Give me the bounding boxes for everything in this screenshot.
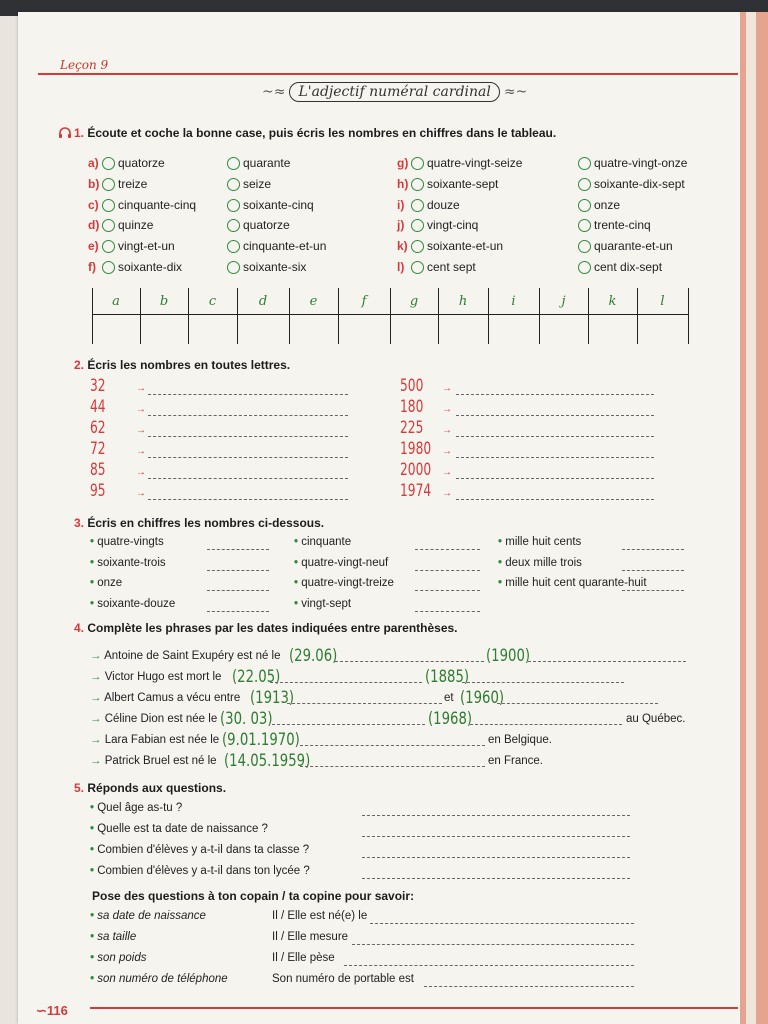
checkbox-circle[interactable] [411, 199, 424, 212]
grid-divider [338, 288, 339, 344]
number-to-write: 1980 [400, 439, 432, 459]
checkbox-circle[interactable] [227, 261, 240, 274]
grid-letter: i [511, 294, 516, 309]
option-item [397, 218, 478, 232]
arrow-icon: → [136, 383, 146, 394]
arrow-icon: → [442, 404, 452, 415]
number-word: quatre-vingt-treize [301, 577, 394, 589]
option-item [578, 177, 685, 191]
answer-line[interactable] [470, 724, 622, 725]
pose-answer-stem: Il / Elle mesure [272, 931, 349, 943]
answer-line[interactable] [207, 549, 269, 550]
answer-line[interactable] [272, 724, 425, 725]
arrow-icon: → [442, 383, 452, 394]
sentence [90, 650, 281, 662]
answer-line[interactable] [370, 923, 634, 924]
number-item [294, 577, 394, 589]
pose-item [90, 973, 228, 985]
lesson-label: Leçon 9 [60, 58, 109, 72]
number-item [498, 536, 581, 548]
checkbox-circle[interactable] [227, 240, 240, 253]
number-to-write: 500 [400, 376, 424, 396]
option-label: quatorze [118, 156, 165, 170]
number-item [90, 598, 175, 610]
option-label: treize [118, 176, 148, 191]
bullet-icon: • [90, 597, 98, 610]
date-hint: (1968) [428, 709, 473, 729]
grid-letter: b [159, 294, 169, 309]
checkbox-circle[interactable] [102, 178, 115, 191]
number-to-write: 72 [90, 439, 106, 459]
answer-line[interactable] [456, 394, 654, 395]
bullet-icon: • [90, 844, 98, 856]
grid-divider [438, 288, 439, 344]
checkbox-circle[interactable] [578, 219, 591, 232]
bullet-icon: • [90, 973, 98, 985]
answer-line[interactable] [148, 394, 348, 395]
number-item [90, 536, 164, 548]
arrow-icon: → [90, 650, 105, 662]
number-word: deux mille trois [505, 556, 582, 569]
sentence-text: Lara Fabian est née le [104, 734, 220, 746]
option-label: vingt-cinq [427, 218, 479, 233]
grid-answer-cell[interactable] [94, 318, 138, 342]
grid-answer-cell[interactable] [340, 318, 388, 342]
option-letter: j) [397, 218, 405, 233]
option-label: soixante-cinq [243, 197, 314, 212]
date-hint: (1885) [425, 667, 470, 687]
option-label: douze [427, 197, 460, 212]
option-item [227, 239, 326, 253]
option-label: soixante-sept [427, 176, 499, 191]
bullet-icon: • [90, 556, 98, 569]
answer-line[interactable] [300, 745, 485, 746]
grid-letter: g [409, 294, 419, 309]
connector-text: et [444, 692, 454, 704]
answer-line[interactable] [270, 682, 422, 683]
option-item [397, 177, 498, 191]
page-edge [740, 12, 768, 1024]
bullet-icon: • [90, 865, 98, 877]
bullet-icon: • [90, 952, 98, 964]
date-hint: (14.05.1959) [224, 751, 311, 771]
bullet-icon: • [90, 536, 98, 548]
question-text: Quelle est ta date de naissance ? [97, 823, 268, 835]
option-label: cinquante-et-un [243, 239, 327, 254]
number-item [294, 557, 388, 569]
pose-item-text: sa date de naissance [97, 910, 206, 922]
option-letter: b) [88, 176, 100, 191]
answer-line[interactable] [456, 436, 654, 437]
number-item [294, 536, 351, 548]
answer-line[interactable] [300, 766, 485, 767]
number-word: cinquante [301, 536, 352, 548]
ex4-heading: 4. Complète les phrases par les dates indiquées entre parenthèses. [74, 621, 458, 635]
number-to-write: 32 [90, 376, 106, 396]
checkbox-circle[interactable] [102, 199, 115, 212]
grid-answer-cell[interactable] [440, 318, 486, 342]
grid-answer-cell[interactable] [190, 318, 235, 342]
question-text: Combien d'élèves y a-t-il dans ton lycée ? [97, 865, 310, 877]
sentence-end: en Belgique. [488, 734, 552, 746]
grid-letter: h [458, 294, 468, 309]
grid-divider [140, 288, 141, 344]
grid-answer-cell[interactable] [142, 318, 186, 342]
answer-line[interactable] [362, 836, 630, 837]
answer-line[interactable] [622, 570, 684, 571]
grid-divider [539, 288, 540, 344]
grid-answer-cell[interactable] [392, 318, 436, 342]
option-letter: d) [88, 218, 100, 233]
grid-divider [390, 288, 391, 344]
option-item [397, 198, 460, 212]
option-item [227, 156, 290, 170]
grid-letter: d [258, 294, 268, 309]
answer-line[interactable] [148, 415, 348, 416]
option-letter: k) [397, 239, 408, 254]
grid-divider [188, 288, 189, 344]
pose-item-text: son numéro de téléphone [97, 973, 228, 985]
option-label: cent sept [427, 260, 476, 274]
bullet-icon: • [90, 577, 98, 589]
answer-line[interactable] [415, 590, 480, 591]
number-to-write: 44 [90, 397, 106, 417]
answer-line[interactable] [415, 570, 480, 571]
answer-line[interactable] [462, 682, 624, 683]
pose-answer-stem: Il / Elle pèse [272, 952, 335, 964]
arrow-icon: → [136, 425, 146, 436]
pose-heading: Pose des questions à ton copain / ta copine pour savoir: [92, 889, 415, 903]
number-word: onze [97, 577, 123, 589]
question [90, 823, 268, 835]
pose-answer-stem: Son numéro de portable est [272, 973, 414, 985]
grid-divider [688, 288, 689, 344]
ex5-heading: 5. Réponds aux questions. [74, 781, 227, 795]
checkbox-circle[interactable] [578, 178, 591, 191]
option-item [88, 198, 196, 212]
option-item [88, 177, 147, 191]
arrow-icon: → [136, 404, 146, 415]
number-word: mille huit cents [505, 536, 582, 548]
option-label: quarante-et-un [594, 239, 673, 254]
grid-letter: f [361, 294, 367, 309]
checkbox-circle[interactable] [227, 219, 240, 232]
answer-line[interactable] [415, 549, 480, 550]
bullet-icon: • [90, 931, 98, 943]
number-item [90, 577, 122, 589]
option-label: quarante [243, 156, 291, 170]
number-to-write: 1974 [400, 481, 432, 501]
sentence [90, 713, 217, 725]
option-letter: l) [397, 260, 405, 274]
grid-divider [289, 288, 290, 344]
answer-line[interactable] [148, 436, 348, 437]
answer-line[interactable] [352, 944, 634, 945]
sentence-text: Céline Dion est née le [104, 713, 218, 725]
option-item [578, 260, 662, 274]
arrow-icon: → [442, 467, 452, 478]
arrow-icon: → [136, 488, 146, 499]
sentence-text: Albert Camus a vécu entre [104, 692, 241, 704]
checkbox-circle[interactable] [411, 219, 424, 232]
number-to-write: 62 [90, 418, 106, 438]
pose-item [90, 910, 206, 922]
arrow-icon: → [442, 488, 452, 499]
date-hint: (1900) [486, 646, 531, 666]
option-label: quinze [118, 218, 154, 233]
answer-line[interactable] [497, 703, 658, 704]
grid-answer-cell[interactable] [541, 318, 586, 342]
arrow-icon: → [136, 467, 146, 478]
answer-line[interactable] [415, 611, 480, 612]
option-label: quatre-vingt-onze [594, 156, 688, 170]
answer-line[interactable] [528, 661, 686, 662]
number-word: soixante-trois [97, 556, 166, 569]
answer-line[interactable] [335, 661, 484, 662]
answer-line[interactable] [207, 611, 269, 612]
grid-divider [237, 288, 238, 344]
number-to-write: 95 [90, 481, 106, 501]
number-item [498, 577, 647, 589]
pose-item [90, 931, 136, 943]
checkbox-circle[interactable] [411, 157, 424, 170]
option-item [397, 239, 503, 253]
checkbox-circle[interactable] [411, 178, 424, 191]
grid-divider [637, 288, 638, 344]
checkbox-circle[interactable] [227, 178, 240, 191]
answer-line[interactable] [362, 815, 630, 816]
answer-line[interactable] [344, 965, 634, 966]
date-hint: (29.06) [289, 646, 338, 666]
page-title: ~≈ L'adjectif numéral cardinal ≈~ [262, 84, 528, 100]
grid-answer-cell[interactable] [291, 318, 336, 342]
checkbox-circle[interactable] [102, 219, 115, 232]
option-letter: g) [397, 156, 409, 170]
sentence-end: au Québec. [626, 713, 686, 725]
bullet-icon: • [90, 910, 98, 922]
sentence [90, 671, 221, 683]
arrow-icon: → [90, 671, 105, 683]
answer-line[interactable] [148, 457, 348, 458]
checkbox-circle[interactable] [578, 261, 591, 274]
option-label: soixante-six [243, 260, 307, 274]
answer-line[interactable] [362, 857, 630, 858]
grid-letter: a [112, 294, 120, 309]
grid-divider [488, 288, 489, 344]
grid-answer-cell[interactable] [639, 318, 686, 342]
arrow-icon: → [442, 446, 452, 457]
grid-answer-cell[interactable] [590, 318, 635, 342]
option-item [397, 260, 476, 274]
number-word: quatre-vingt-neuf [301, 556, 389, 569]
page-number: ∽116 [36, 1003, 68, 1018]
option-letter: f) [88, 260, 96, 274]
answer-line[interactable] [148, 478, 348, 479]
bullet-icon: • [294, 597, 302, 610]
sentence-text: Patrick Bruel est né le [104, 755, 217, 767]
bullet-icon: • [90, 802, 98, 814]
option-label: quatre-vingt-seize [427, 156, 523, 170]
option-item [578, 218, 651, 232]
answer-line[interactable] [456, 499, 654, 500]
option-item [227, 198, 314, 212]
option-letter: e) [88, 239, 99, 254]
option-item [227, 260, 306, 274]
header-rule [38, 73, 738, 75]
option-letter: c) [88, 197, 99, 212]
option-letter: i) [397, 197, 405, 212]
arrow-icon: → [90, 734, 105, 746]
option-label: soixante-dix [118, 260, 183, 274]
grid-divider [588, 288, 589, 344]
grid-answer-cell[interactable] [239, 318, 287, 342]
answer-line[interactable] [207, 570, 269, 571]
footer-rule [90, 1007, 738, 1009]
arrow-icon: → [90, 692, 105, 704]
checkbox-circle[interactable] [578, 199, 591, 212]
answer-line[interactable] [456, 478, 654, 479]
checkbox-circle[interactable] [102, 157, 115, 170]
number-to-write: 225 [400, 418, 424, 438]
bullet-icon: • [294, 556, 302, 569]
option-item [88, 218, 153, 232]
option-item [397, 156, 522, 170]
option-label: soixante-dix-sept [594, 176, 685, 191]
answer-line[interactable] [362, 878, 630, 879]
bullet-icon: • [498, 536, 506, 548]
option-item [578, 198, 620, 212]
bullet-icon: • [294, 536, 302, 548]
answer-line[interactable] [622, 590, 684, 591]
option-label: vingt-et-un [118, 239, 175, 254]
grid-letter: e [309, 294, 318, 309]
date-hint: (1913) [250, 688, 295, 708]
checkbox-circle[interactable] [578, 240, 591, 253]
swirl-left-icon: ~≈ [262, 84, 286, 100]
swirl-icon: ∽ [36, 1003, 47, 1018]
headphones-icon [58, 127, 72, 139]
option-item [227, 218, 290, 232]
sentence [90, 755, 217, 767]
sentence-text: Antoine de Saint Exupéry est né le [104, 650, 281, 662]
sentence [90, 692, 240, 704]
pose-item-text: son poids [97, 952, 147, 964]
option-label: onze [594, 197, 621, 212]
bullet-icon: • [294, 577, 302, 589]
option-item [227, 177, 271, 191]
grid-letter: c [208, 294, 217, 309]
number-to-write: 85 [90, 460, 106, 480]
option-label: seize [243, 176, 272, 191]
number-word: mille huit cent quarante-huit [505, 577, 647, 589]
ex1-heading: 1. Écoute et coche la bonne case, puis écris les nombres en chiffres dans le tableau. [74, 126, 557, 140]
answer-line[interactable] [287, 703, 442, 704]
option-item [88, 156, 165, 170]
sentence-text: Victor Hugo est mort le [104, 671, 222, 683]
option-item [578, 156, 687, 170]
checkbox-circle[interactable] [227, 199, 240, 212]
question-text: Combien d'élèves y a-t-il dans ta classe ? [97, 844, 310, 856]
answer-line[interactable] [456, 415, 654, 416]
checkbox-circle[interactable] [227, 157, 240, 170]
answer-line[interactable] [456, 457, 654, 458]
number-item [90, 557, 166, 569]
option-letter: h) [397, 176, 409, 191]
sentence-end: en France. [488, 755, 543, 767]
date-hint: (30. 03) [220, 709, 273, 729]
question-text: Quel âge as-tu ? [97, 802, 183, 814]
question [90, 844, 309, 856]
grid-letter: k [608, 294, 617, 309]
number-item [294, 598, 351, 610]
checkbox-circle[interactable] [411, 261, 424, 274]
option-letter: a) [88, 156, 99, 170]
number-word: soixante-douze [97, 597, 176, 610]
number-word: vingt-sept [301, 597, 352, 610]
option-item [578, 239, 673, 253]
question [90, 865, 310, 877]
arrow-icon: → [442, 425, 452, 436]
bullet-icon: • [90, 823, 98, 835]
number-to-write: 180 [400, 397, 424, 417]
date-hint: (9.01.1970) [222, 730, 300, 750]
arrow-icon: → [90, 713, 105, 725]
bullet-icon: • [498, 556, 506, 569]
pose-answer-stem: Il / Elle est né(e) le [272, 910, 368, 922]
date-hint: (1960) [460, 688, 505, 708]
checkbox-circle[interactable] [102, 261, 115, 274]
option-label: quatorze [243, 218, 290, 233]
option-label: trente-cinq [594, 218, 651, 233]
checkbox-circle[interactable] [102, 240, 115, 253]
answer-line[interactable] [424, 986, 634, 987]
grid-letter: l [660, 294, 665, 309]
ex3-heading: 3. Écris en chiffres les nombres ci-dessous. [74, 516, 325, 530]
option-item [88, 239, 175, 253]
date-hint: (22.05) [232, 667, 281, 687]
checkbox-circle[interactable] [578, 157, 591, 170]
checkbox-circle[interactable] [411, 240, 424, 253]
option-label: cinquante-cinq [118, 197, 197, 212]
answer-line[interactable] [207, 590, 269, 591]
bullet-icon: • [498, 577, 506, 589]
answer-line[interactable] [622, 549, 684, 550]
number-to-write: 2000 [400, 460, 432, 480]
sentence [90, 734, 219, 746]
grid-answer-cell[interactable] [490, 318, 537, 342]
option-label: soixante-et-un [427, 239, 504, 254]
arrow-icon: → [136, 446, 146, 457]
question [90, 802, 182, 814]
pose-item [90, 952, 146, 964]
grid-letter: j [561, 294, 566, 309]
swirl-right-icon: ≈~ [503, 84, 528, 100]
option-item [88, 260, 182, 274]
arrow-icon: → [90, 755, 105, 767]
number-item [498, 557, 582, 569]
pose-item-text: sa taille [97, 931, 137, 943]
answer-line[interactable] [148, 499, 348, 500]
option-label: cent dix-sept [594, 260, 663, 274]
ex2-heading: 2. Écris les nombres en toutes lettres. [74, 358, 291, 372]
number-word: quatre-vingts [97, 536, 164, 548]
grid-divider [92, 288, 93, 344]
